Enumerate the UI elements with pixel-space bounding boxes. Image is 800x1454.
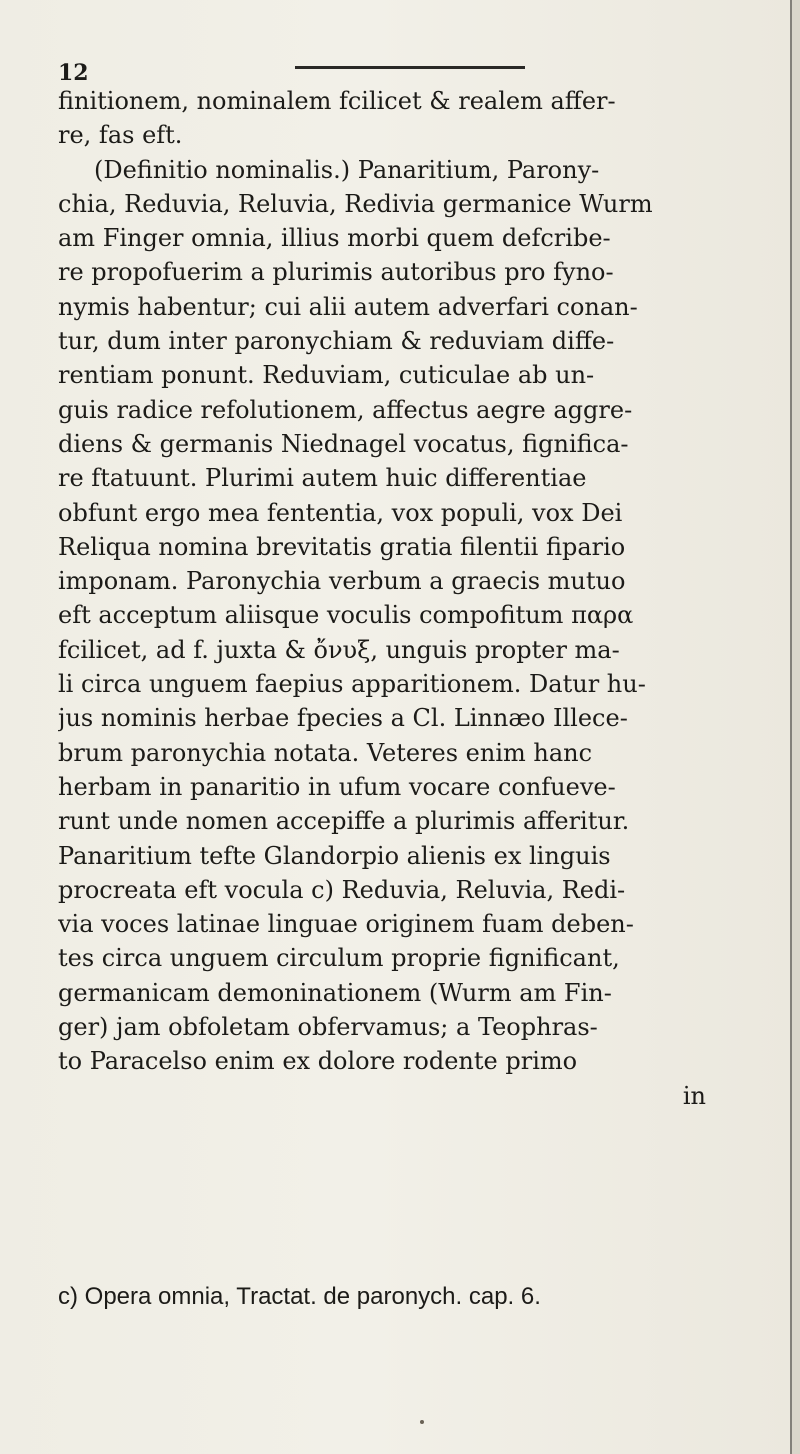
- text-line: am Finger omnia, illius morbi quem defcribe-: [58, 224, 611, 253]
- text-line: ger) jam obfoletam obfervamus; a Teophras-: [58, 1013, 598, 1042]
- text-line: diens & germanis Niednagel vocatus, fignifica-: [58, 429, 629, 458]
- text-line: runt unde nomen accepiffe a plurimis afferitur.: [58, 807, 630, 836]
- page-edge-shadow: [792, 0, 800, 1454]
- text-line: germanicam demoninationem (Wurm am Fin-: [58, 978, 612, 1007]
- text-line: re ftatuunt. Plurimi autem huic differentiae: [58, 464, 587, 493]
- page-number: 12: [58, 60, 89, 86]
- footnote: c) Opera omnia, Tractat. de paronych. cap. 6.: [58, 1283, 541, 1310]
- text-line: finitionem, nominalem fcilicet & realem affer-: [58, 87, 616, 115]
- text-line: Panaritium tefte Glandorpio alienis ex linguis: [58, 841, 611, 870]
- header-rule: [295, 66, 525, 69]
- text-line: via voces latinae linguae originem fuam deben-: [58, 910, 634, 939]
- text-line: fcilicet, ad f. juxta & ὄνυξ, unguis propter ma-: [58, 635, 620, 664]
- text-line: guis radice refolutionem, affectus aegre aggre-: [58, 395, 633, 424]
- text-line: eft acceptum aliisque voculis compofitum παρα: [58, 601, 634, 630]
- text-line: Reliqua nomina brevitatis gratia filentii fipario: [58, 532, 626, 561]
- text-line: li circa unguem faepius apparitionem. Datur hu-: [58, 670, 646, 699]
- text-line: rentiam ponunt. Reduviam, cuticulae ab un-: [58, 361, 595, 390]
- text-line: jus nominis herbae fpecies a Cl. Linnæo Illece-: [58, 704, 628, 733]
- text-line: procreata eft vocula c) Reduvia, Reluvia, Redi-: [58, 875, 626, 904]
- text-line: re, fas eft.: [58, 121, 183, 150]
- body-text: [58, 84, 758, 1113]
- page-edge-line: [790, 0, 792, 1454]
- text-line: brum paronychia notata. Veteres enim hanc: [58, 738, 593, 767]
- text-line: tes circa unguem circulum proprie fignificant,: [58, 944, 620, 973]
- text-line: re propofuerim a plurimis autoribus pro fyno-: [58, 258, 614, 287]
- text-line: imponam. Paronychia verbum a graecis mutuo: [58, 567, 626, 596]
- text-line: obfunt ergo mea fententia, vox populi, vox Dei: [58, 498, 623, 527]
- catchword: in: [682, 1081, 706, 1110]
- text-line: to Paracelso enim ex dolore rodente primo: [58, 1047, 578, 1076]
- text-line: nymis habentur; cui alii autem adverfari conan-: [58, 292, 638, 321]
- text-line: herbam in panaritio in ufum vocare confueve-: [58, 772, 616, 801]
- text-line: chia, Reduvia, Reluvia, Redivia germanice Wurm: [58, 189, 653, 218]
- text-line: (Definitio nominalis.) Panaritium, Parony-: [94, 155, 600, 184]
- ink-speck: [420, 1420, 424, 1424]
- text-line: tur, dum inter paronychiam & reduviam diffe-: [58, 327, 615, 356]
